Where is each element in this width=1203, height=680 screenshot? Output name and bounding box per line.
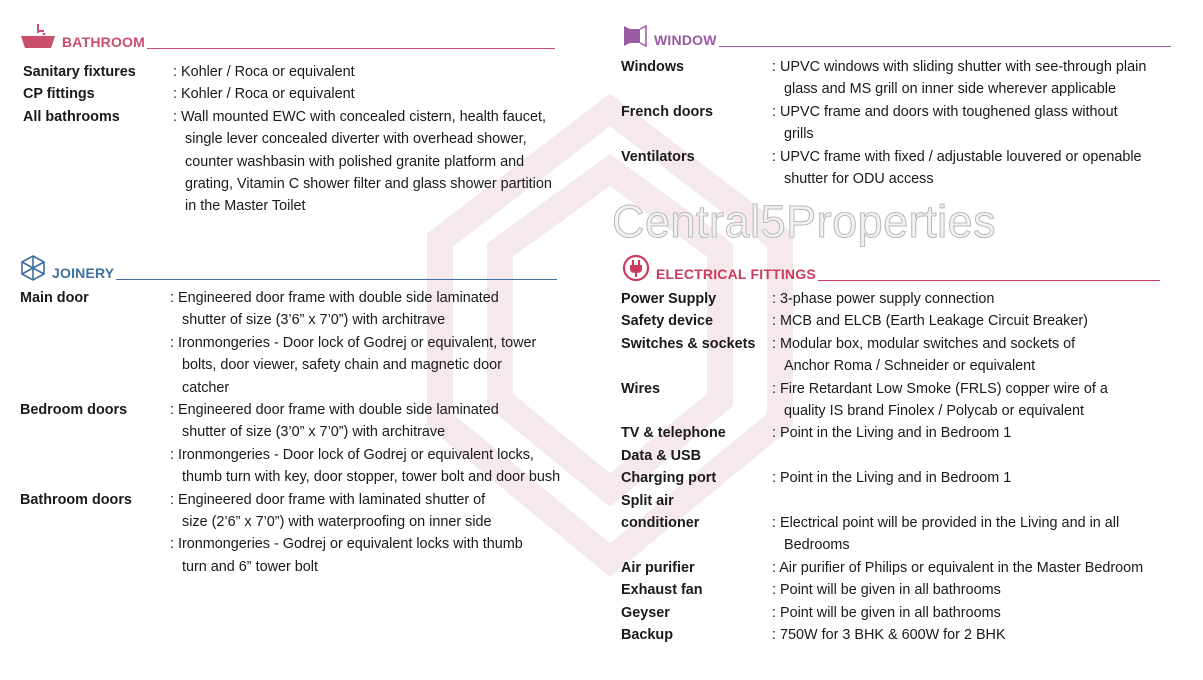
spec-value-line: size (2’6” x 7’0”) with waterproofing on inner side <box>182 514 492 531</box>
spec-label <box>20 399 170 489</box>
spec-label <box>621 467 772 489</box>
section-title: ELECTRICAL FITTINGS <box>656 266 816 282</box>
spec-value <box>173 106 552 218</box>
spec-label <box>621 557 772 579</box>
spec-label <box>23 106 173 218</box>
spec-value-line: : Wall mounted EWC with concealed cistern, health faucet, <box>173 108 546 125</box>
spec-value-line: shutter of size (3’0” x 7’0”) with architrave <box>182 424 446 441</box>
spec-row <box>621 146 1146 191</box>
bathroom-specs <box>23 61 552 218</box>
spec-value-line: Anchor Roma / Schneider or equivalent <box>784 358 1036 375</box>
spec-value-line: : Engineered door frame with double side laminated <box>170 290 499 306</box>
spec-value-line: counter washbasin with polished granite platform and <box>185 153 525 170</box>
spec-value-line: : Engineered door frame with double side laminated <box>170 402 499 419</box>
spec-value-line: : Point will be given in all bathrooms <box>772 582 1001 599</box>
spec-label-line: Geyser <box>621 604 670 621</box>
spec-value <box>772 333 1075 378</box>
spec-value-line: : Ironmongeries - Godrej or equivalent locks with thumb <box>170 536 523 553</box>
spec-label-line: Ventilators <box>621 148 695 165</box>
divider <box>719 46 1171 48</box>
spec-row <box>621 310 1143 332</box>
spec-label <box>621 378 772 423</box>
spec-value-line: : Point will be given in all bathrooms <box>772 604 1001 621</box>
spec-row <box>621 422 1143 444</box>
spec-label <box>621 445 772 467</box>
spec-value-line: : Electrical point will be provided in the Living and in all <box>772 515 1120 532</box>
spec-value-line: turn and 6” tower bolt <box>182 558 318 575</box>
spec-label <box>20 489 170 579</box>
spec-value-line: : MCB and ELCB (Earth Leakage Circuit Breaker) <box>772 313 1088 330</box>
spec-value-line: : 3-phase power supply connection <box>772 291 995 307</box>
section-title: WINDOW <box>654 32 717 48</box>
spec-row <box>621 333 1143 378</box>
spec-value-line: quality IS brand Finolex / Polycab or equivalent <box>784 403 1084 420</box>
spec-label-line: French doors <box>621 103 713 120</box>
spec-value <box>173 61 355 83</box>
window-icon <box>622 24 648 48</box>
spec-value <box>772 467 1011 489</box>
spec-value-line: shutter for ODU access <box>784 171 934 188</box>
spec-label <box>621 101 772 146</box>
spec-label <box>621 579 772 601</box>
power-plug-icon <box>622 254 650 282</box>
spec-row <box>20 489 560 579</box>
spec-value-line: : Kohler / Roca or equivalent <box>173 64 355 80</box>
spec-value-line: in the Master Toilet <box>185 198 306 215</box>
spec-label <box>23 61 173 83</box>
spec-value <box>170 287 536 399</box>
spec-label-line: Data & USB <box>621 447 701 464</box>
spec-row <box>621 467 1143 489</box>
electrical-specs <box>621 288 1143 647</box>
spec-value-line: : UPVC windows with sliding shutter with see-through plain <box>772 59 1147 75</box>
spec-value-line: : Point in the Living and in Bedroom 1 <box>772 470 1012 487</box>
spec-label-line: Charging port <box>621 470 717 487</box>
joinery-specs <box>20 287 560 578</box>
spec-label-line: CP fittings <box>23 86 95 103</box>
spec-value <box>772 579 1001 601</box>
spec-label <box>621 490 772 557</box>
spec-label-line: TV & telephone <box>621 425 726 442</box>
spec-label <box>621 422 772 444</box>
spec-value <box>772 378 1108 423</box>
spec-value <box>772 624 1006 646</box>
spec-label-line: Sanitary fixtures <box>23 64 136 80</box>
window-header <box>622 24 1171 48</box>
spec-row <box>621 101 1146 146</box>
spec-row <box>621 56 1146 101</box>
spec-value-line: bolts, door viewer, safety chain and magnetic door <box>182 357 502 374</box>
bathtub-icon <box>20 24 56 50</box>
spec-row <box>621 557 1143 579</box>
spec-value <box>772 490 1119 557</box>
spec-value-line: Bedrooms <box>784 537 850 554</box>
spec-value-line: : Point in the Living and in Bedroom 1 <box>772 425 1012 442</box>
divider <box>818 280 1160 282</box>
spec-label <box>621 602 772 624</box>
spec-label-line: Wires <box>621 380 661 397</box>
watermark: Central5Properties <box>612 196 997 247</box>
divider <box>116 279 557 281</box>
spec-value-line: shutter of size (3’6” x 7’0”) with architrave <box>182 312 446 329</box>
spec-value <box>772 146 1142 191</box>
spec-value <box>173 83 355 105</box>
section-title: JOINERY <box>52 265 115 281</box>
spec-label-line: Main door <box>20 290 89 306</box>
spec-label-line: Air purifier <box>621 559 695 576</box>
spec-label <box>20 287 170 399</box>
section-title: BATHROOM <box>62 34 145 50</box>
spec-value <box>772 56 1146 101</box>
spec-value-line: : UPVC frame with fixed / adjustable louvered or openable <box>772 148 1142 165</box>
spec-label-line: Backup <box>621 627 673 644</box>
window-specs <box>621 56 1146 190</box>
spec-row <box>23 106 552 218</box>
spec-row <box>621 624 1143 646</box>
spec-row <box>621 445 1143 467</box>
spec-value-line: : Kohler / Roca or equivalent <box>173 86 355 103</box>
spec-label-line: Bedroom doors <box>20 402 128 419</box>
spec-label <box>621 333 772 378</box>
spec-row <box>23 83 552 105</box>
spec-value-line <box>772 490 1119 512</box>
spec-value <box>170 489 523 579</box>
spec-value-line: glass and MS grill on inner side wherever applicable <box>784 81 1116 98</box>
spec-value-line: : Ironmongeries - Door lock of Godrej or equivalent locks, <box>170 446 534 463</box>
spec-value <box>170 399 560 489</box>
spec-value <box>772 310 1088 332</box>
spec-label-line: Windows <box>621 59 685 75</box>
spec-row <box>621 602 1143 624</box>
spec-label-line: Safety device <box>621 313 713 330</box>
spec-value-line: grating, Vitamin C shower filter and glass shower partition <box>185 176 552 193</box>
spec-row <box>621 490 1143 557</box>
spec-value <box>772 602 1001 624</box>
spec-row <box>20 399 560 489</box>
spec-row <box>621 288 1143 310</box>
spec-label <box>621 288 772 310</box>
spec-label <box>621 310 772 332</box>
spec-label-line: Exhaust fan <box>621 582 703 599</box>
spec-label <box>621 56 772 101</box>
spec-value <box>772 101 1118 146</box>
spec-label-line: Power Supply <box>621 291 717 307</box>
spec-row <box>621 378 1143 423</box>
spec-label <box>621 146 772 191</box>
spec-row <box>20 287 560 399</box>
spec-value-line: single lever concealed diverter with overhead shower, <box>185 131 527 148</box>
electrical-header <box>622 254 1160 282</box>
spec-label <box>23 83 173 105</box>
spec-value-line: thumb turn with key, door stopper, tower bolt and door bush <box>182 469 561 486</box>
spec-value-line: : Fire Retardant Low Smoke (FRLS) copper wire of a <box>772 380 1108 397</box>
spec-label-line: All bathrooms <box>23 108 120 125</box>
spec-value <box>772 422 1011 444</box>
spec-value-line: : Modular box, modular switches and sockets of <box>772 335 1076 352</box>
spec-label-line: Switches & sockets <box>621 335 756 352</box>
spec-value-line: catcher <box>182 379 230 396</box>
spec-label <box>621 624 772 646</box>
spec-row <box>23 61 552 83</box>
joinery-header <box>20 255 557 281</box>
spec-value <box>772 288 994 310</box>
spec-row <box>621 579 1143 601</box>
spec-value-line: grills <box>784 126 814 143</box>
spec-value-line: : 750W for 3 BHK & 600W for 2 BHK <box>772 627 1006 644</box>
spec-label-line: conditioner <box>621 515 700 532</box>
spec-value-line: : UPVC frame and doors with toughened glass without <box>772 103 1118 120</box>
spec-value <box>772 557 1143 579</box>
spec-value-line: : Ironmongeries - Door lock of Godrej or equivalent, tower <box>170 334 537 351</box>
spec-label-line: Split air <box>621 492 674 509</box>
joinery-cube-icon <box>20 255 46 281</box>
spec-label-line: Bathroom doors <box>20 491 132 508</box>
bathroom-header <box>20 24 555 50</box>
spec-value-line: : Engineered door frame with laminated shutter of <box>170 491 486 508</box>
spec-value-line: : Air purifier of Philips or equivalent in the Master Bedroom <box>772 559 1144 576</box>
divider <box>147 48 555 50</box>
